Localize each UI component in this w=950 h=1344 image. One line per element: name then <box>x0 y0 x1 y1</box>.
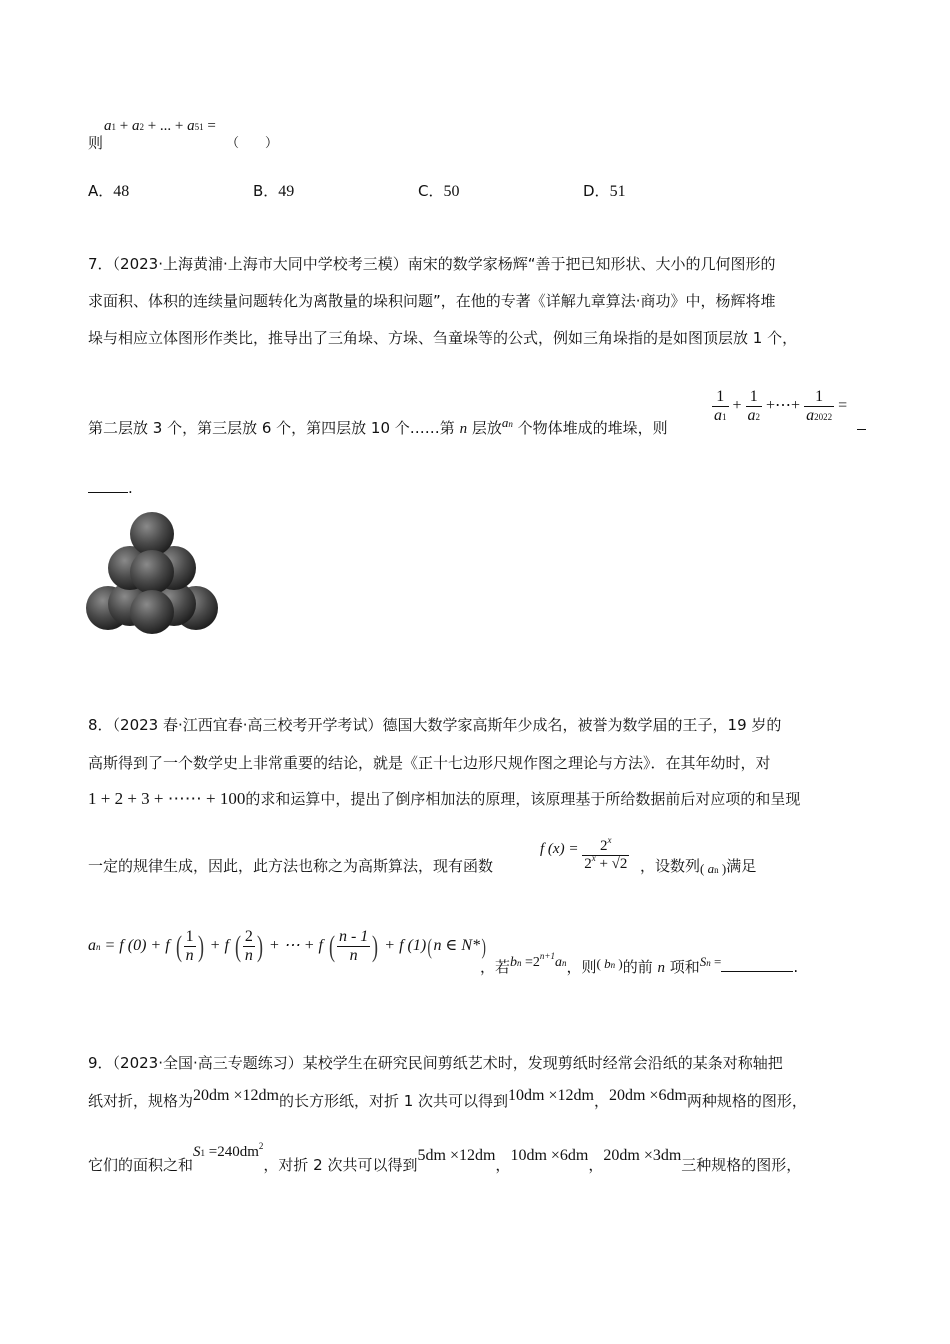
q7-line-3: 垛与相应立体图形作类比，推导出了三角垛、方垛、刍童垛等的公式，例如三角垛指的是如图顶层放 1 个， <box>88 329 798 347</box>
q8-line-4: 一定的规律生成，因此，此方法也称之为高斯算法，现有函数 <box>88 857 494 875</box>
bn-formula: bn $=2^{n+1}an$ <box>510 951 567 970</box>
option-b-value: 49 <box>278 183 295 200</box>
q8-line-4-cont: ，设数列( an )满足 <box>640 857 757 876</box>
dim-5x12: 5dm ×12dm <box>417 1147 496 1164</box>
q7-answer-blank: . <box>88 478 133 497</box>
fraction-1-over-a2: $\frac{1}{a2}$ <box>747 388 761 424</box>
ball <box>130 550 174 594</box>
gauss-sum-expr: 1 + 2 + 3 + ⋯⋯ + 100 <box>88 789 246 808</box>
a-n-symbol: an <box>501 415 513 430</box>
ball <box>130 590 174 634</box>
q8-line-2: 高斯得到了一个数学史上非常重要的结论，就是《正十七边形尺规作图之理论与方法》．在其年幼时，对 <box>88 754 771 772</box>
an-definition: an = f (0) + f ( $\frac{1}{n}$ ) + f ( $\frac{2}{n}$ ) + ⋯ + f ( $\frac{n - 1}{n}$ ) + f (1)(n ∈ N*) <box>88 928 486 964</box>
q8-answer-blank <box>721 957 793 972</box>
q6-prefix: 则 <box>88 134 104 152</box>
fraction-1-over-a1: $\frac{1}{a1}$ <box>714 388 727 424</box>
dim-10x6: 10dm ×6dm <box>510 1147 589 1164</box>
dim-20x6: 20dm ×6dm <box>608 1087 687 1104</box>
sn-symbol: Sn = <box>699 954 722 969</box>
q8-line-1: 8．（2023 春·江西宜春·高三校考开学考试）德国大数学家高斯年少成名，被誉为数学届的王子，19 岁的 <box>88 716 782 734</box>
dim-20x12: 20dm ×12dm <box>193 1087 279 1104</box>
q9-line-3: 它们的面积之和$S1 =240dm^2$，对折 2 次共可以得到5dm ×12dm，10dm ×6dm，20dm ×3dm三种规格的图形， <box>88 1141 802 1174</box>
option-b[interactable]: B．49 <box>253 182 295 200</box>
option-c-value: 50 <box>443 183 460 200</box>
q7-line-1: 7．（2023·上海黄浦·上海市大同中学校考三模）南宋的数学家杨辉“善于把已知形状、大小的几何图形的 <box>88 255 776 273</box>
ball <box>130 512 174 556</box>
q9-line-1: 9．（2023·全国·高三专题练习）某校学生在研究民间剪纸艺术时，发现剪纸时经常会沿纸的某条对称轴把 <box>88 1054 783 1072</box>
q8-line-6: ，若bn $=2^{n+1}an$，则( bn )的前 n 项和Sn = . <box>480 951 799 976</box>
dim-10x12: 10dm ×12dm <box>508 1087 594 1104</box>
s1-area: $S1 =240dm^2$ <box>193 1141 264 1160</box>
dim-20x3: 20dm ×3dm <box>603 1147 682 1164</box>
q8-line-3: 1 + 2 + 3 + ⋯⋯ + 100的求和运算中，提出了倒序相加法的原理，该原理基于所给数据前后对应项的和呈现 <box>88 789 801 808</box>
option-d-value: 51 <box>609 183 626 200</box>
fraction-1-over-a2022: $\frac{1}{a2022}$ <box>806 388 833 424</box>
sequence-b: ( bn ) <box>596 956 623 971</box>
option-a-value: 48 <box>113 183 130 200</box>
q6-answer-paren: （ ） <box>226 136 279 151</box>
option-a[interactable]: A．48 <box>88 182 130 200</box>
q9-line-2: 纸对折，规格为20dm ×12dm的长方形纸，对折 1 次共可以得到10dm ×12dm，20dm ×6dm两种规格的图形， <box>88 1087 807 1110</box>
fx-definition: f (x) = $\frac{2^x}{2^x + √2}$ <box>540 835 628 872</box>
q7-line-4: 第二层放 3 个，第三层放 6 个，第四层放 10 个……第 n 层放an 个物体堆成的堆垛，则 <box>88 415 668 437</box>
option-d[interactable]: D．51 <box>583 182 626 200</box>
stacked-balls-figure <box>84 508 224 638</box>
q7-answer-blank-start <box>857 429 866 430</box>
q7-reciprocal-sum: $\frac{1}{a1}$ + $\frac{1}{a2}$ +⋯+ $\frac{1}{a2022}$ = <box>714 388 848 424</box>
q6-sum-expr: a1 + a2 + ... + a51 = <box>104 118 216 134</box>
sequence-a: ( an ) <box>700 861 727 876</box>
option-c[interactable]: C．50 <box>418 182 460 200</box>
q7-line-2: 求面积、体积的连续量问题转化为离散量的垛积问题”，在他的专著《详解九章算法·商功》中，杨辉将堆 <box>88 292 776 310</box>
